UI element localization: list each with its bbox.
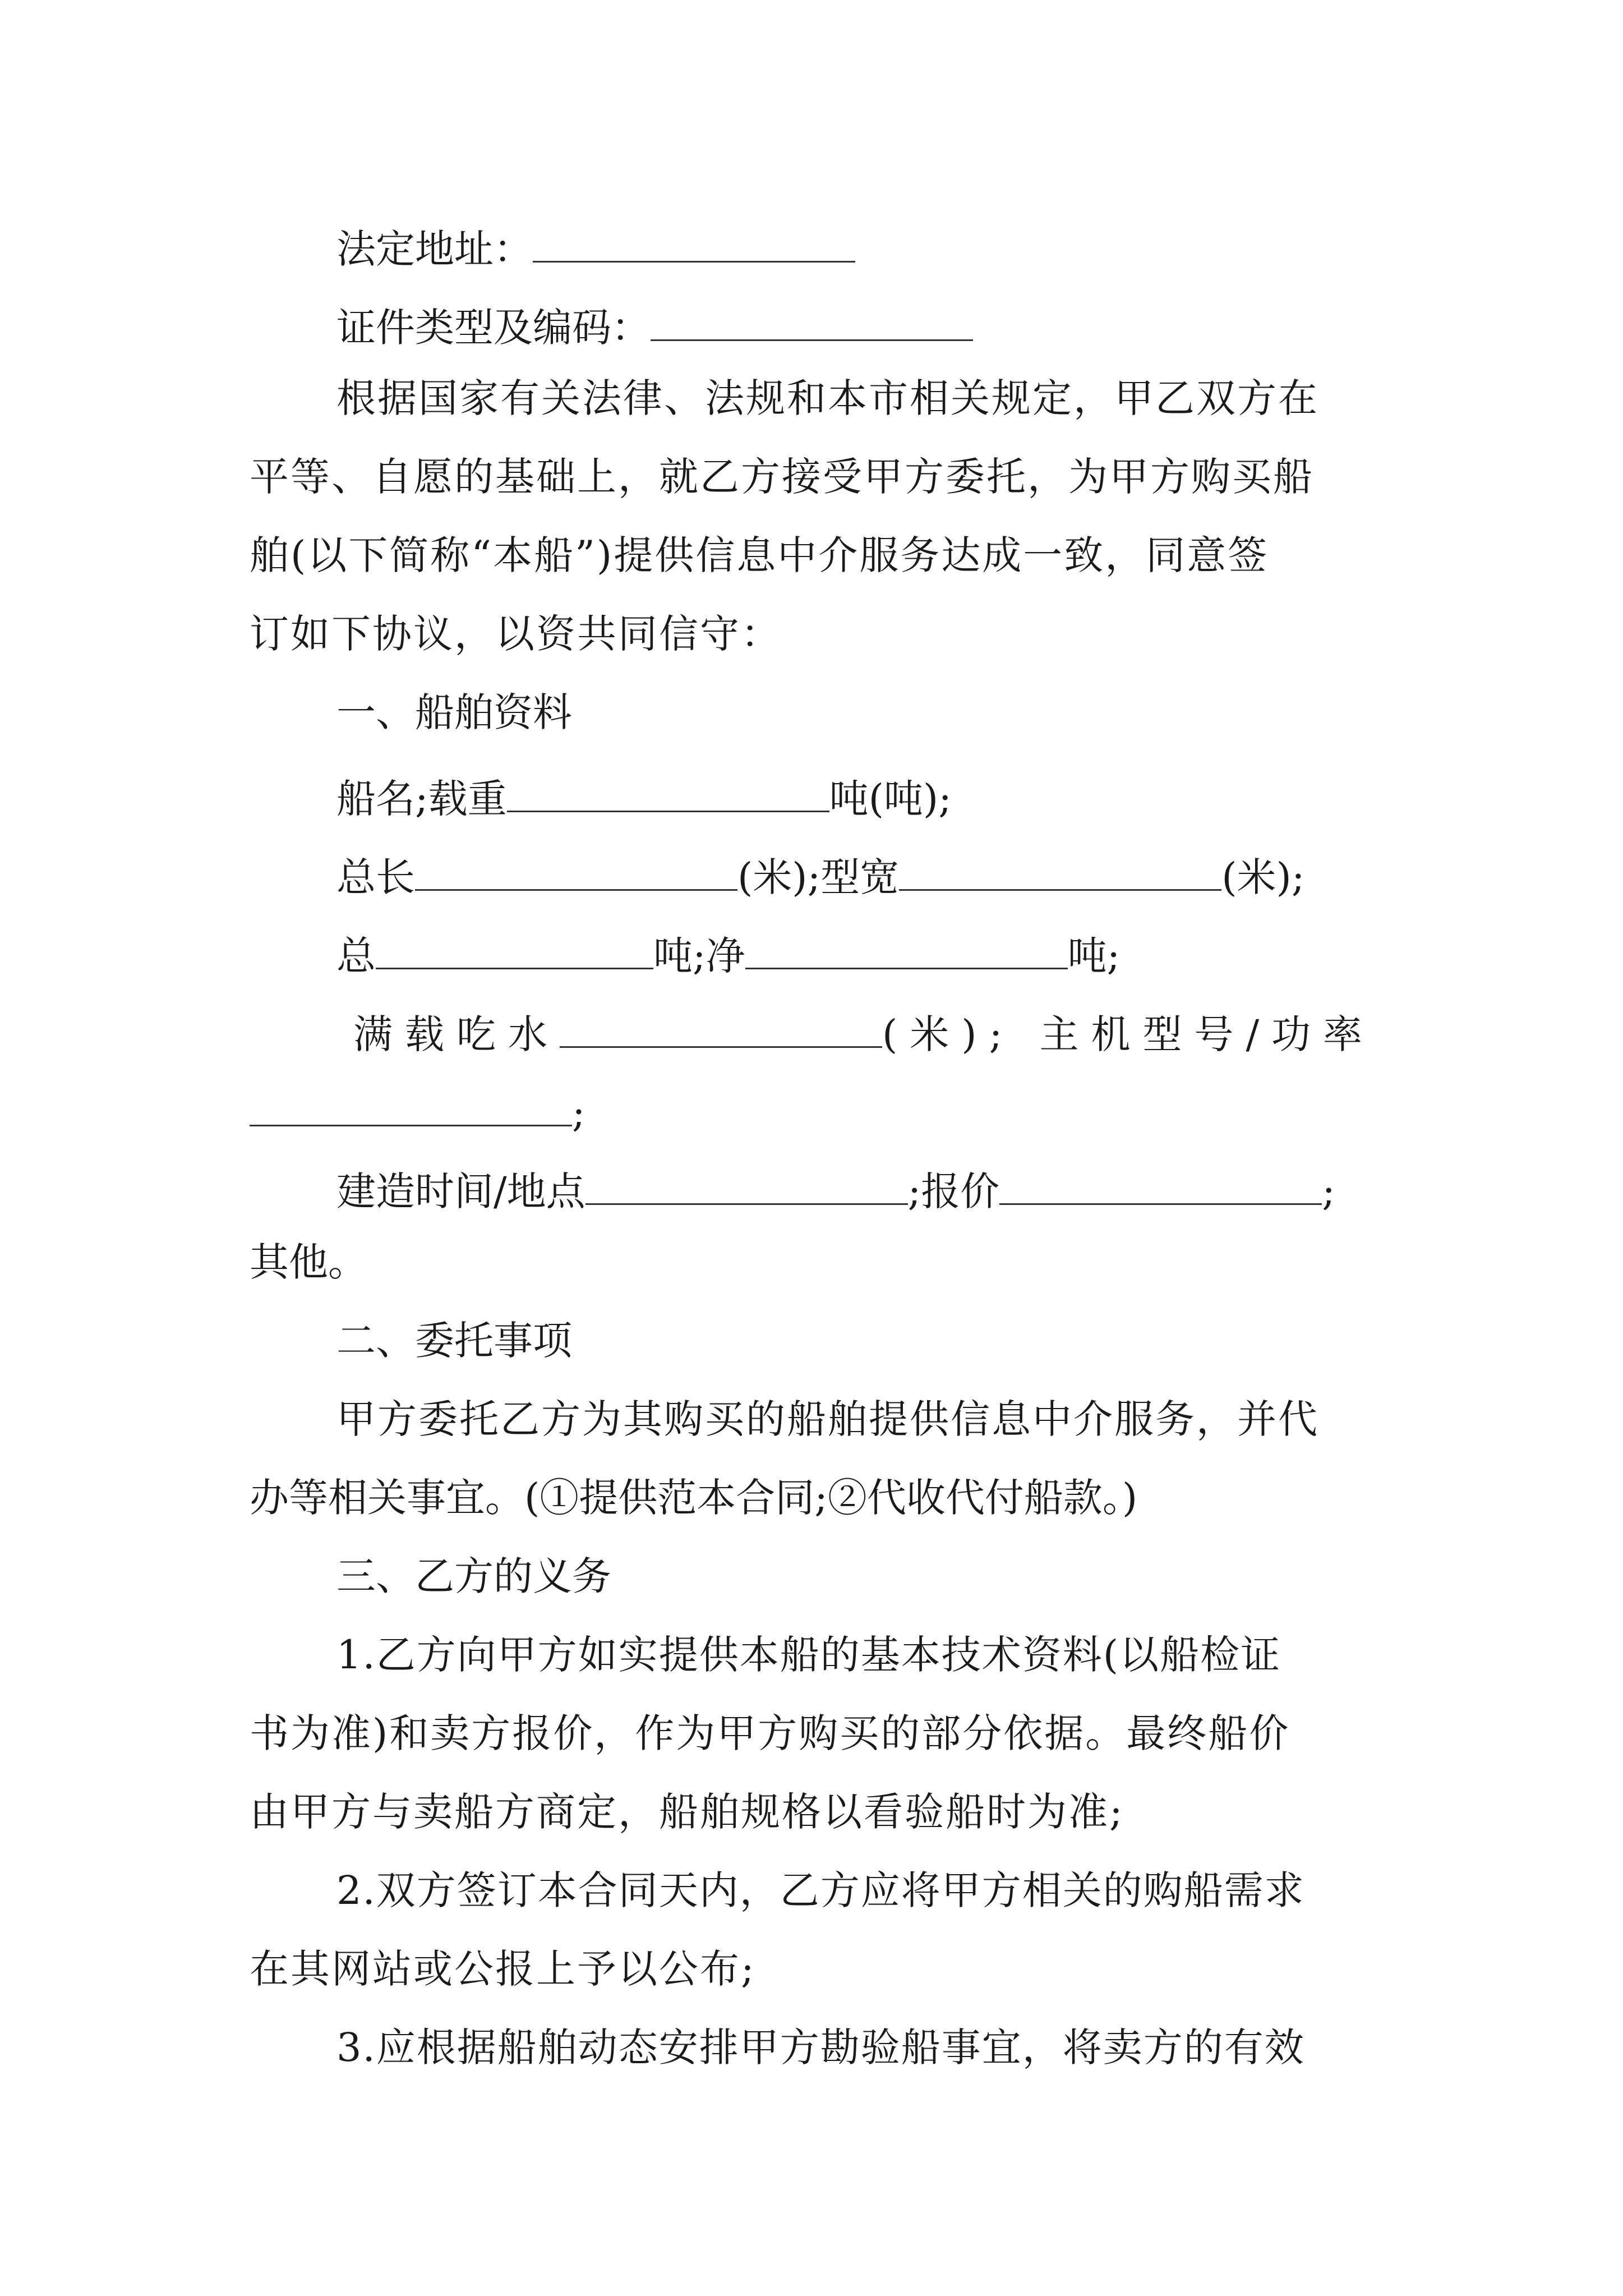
build-blank	[585, 1164, 908, 1205]
draft-engine-line	[353, 1007, 1375, 1057]
breadth-label: (米);型宽	[737, 854, 900, 900]
breadth-blank	[899, 850, 1221, 891]
paragraph-line: 由甲方与卖船方商定，船舶规格以看验船时为准;	[250, 1789, 1124, 1835]
other-line: 其他。	[250, 1239, 367, 1285]
build-price-line	[336, 1164, 1335, 1214]
paragraph-line: 在其网站或公报上予以公布;	[250, 1946, 756, 1992]
legal-address-label: 法定地址：	[336, 226, 533, 272]
paragraph-line: 书为准)和卖方报价，作为甲方购买的部分依据。最终船价	[250, 1710, 1290, 1756]
tonnage-unit: 吨(吨);	[829, 776, 952, 822]
net-unit: 吨;	[1067, 933, 1121, 979]
net-label: 吨;净	[653, 933, 745, 979]
paragraph-line: 办等相关事宜。(①提供范本合同;②代收代付船款。)	[250, 1475, 1138, 1521]
paragraph-line: 舶(以下简称“本船”)提供信息中介服务达成一致，同意签	[250, 532, 1269, 578]
tonnage-blank	[507, 771, 829, 812]
paragraph-line: 1.乙方向甲方如实提供本船的基本技术资料(以船检证	[336, 1632, 1281, 1678]
gross-net-line	[336, 928, 1121, 979]
section-heading: 一、船舶资料	[336, 689, 572, 735]
length-label: 总长	[336, 854, 415, 900]
id-type-label: 证件类型及编码：	[336, 305, 651, 351]
draft-label: 满载吃水	[353, 1011, 560, 1057]
id-type-blank	[651, 300, 973, 341]
paragraph-line: 平等、自愿的基础上，就乙方接受甲方委托，为甲方购买船	[250, 454, 1314, 500]
paragraph-line: 订如下协议，以资共同信守：	[250, 611, 782, 657]
draft-blank	[560, 1007, 882, 1048]
paragraph-line: 根据国家有关法律、法规和本市相关规定，甲乙双方在	[336, 375, 1319, 421]
price-label: ;报价	[907, 1168, 1000, 1214]
id-type-line	[336, 300, 973, 351]
length-blank	[415, 850, 737, 891]
engine-blank-line	[250, 1085, 585, 1136]
gross-blank	[376, 928, 653, 969]
breadth-unit: (米);	[1221, 854, 1305, 900]
section-heading: 三、乙方的义务	[336, 1553, 611, 1599]
gross-label: 总	[336, 933, 376, 979]
engine-label: (米); 主机型号/功率	[882, 1011, 1375, 1057]
price-blank	[999, 1164, 1322, 1205]
price-end: ;	[1322, 1168, 1335, 1214]
paragraph-line: 2.双方签订本合同天内，乙方应将甲方相关的购船需求	[336, 1867, 1305, 1913]
net-blank	[745, 928, 1068, 969]
engine-blank	[250, 1085, 572, 1126]
legal-address-line	[336, 222, 855, 272]
ship-name-label: 船名;载重	[336, 776, 507, 822]
ship-name-tonnage-line	[336, 771, 952, 822]
legal-address-blank	[533, 222, 855, 263]
paragraph-line: 甲方委托乙方为其购买的船舶提供信息中介服务，并代	[336, 1396, 1319, 1442]
section-heading: 二、委托事项	[336, 1318, 572, 1364]
engine-end: ;	[572, 1090, 585, 1136]
build-label: 建造时间/地点	[336, 1168, 585, 1214]
paragraph-line: 3.应根据船舶动态安排甲方勘验船事宜，将卖方的有效	[336, 2024, 1305, 2070]
length-breadth-line	[336, 850, 1305, 900]
